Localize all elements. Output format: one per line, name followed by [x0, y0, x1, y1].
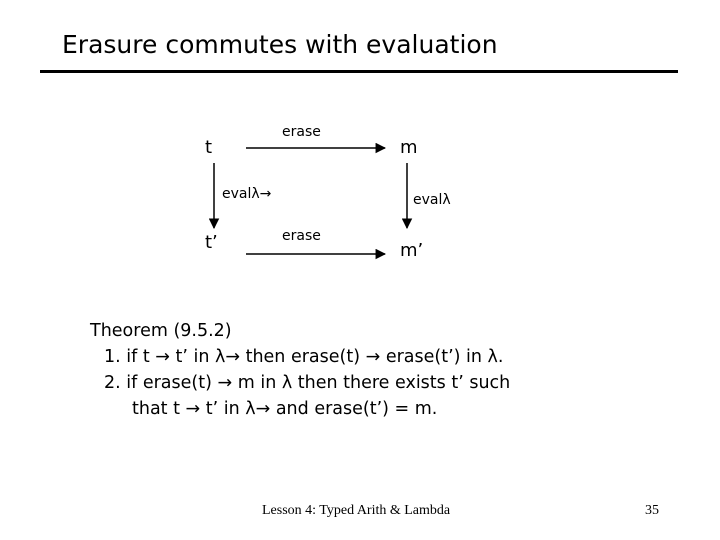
theorem-heading: Theorem (9.5.2) [90, 321, 232, 341]
right-edge-label: evalλ [413, 192, 451, 208]
left-edge-label: evalλ→ [222, 186, 272, 202]
theorem-item-2-continued: that t → t’ in λ→ and erase(t’) = m. [132, 399, 438, 419]
page-number: 35 [645, 503, 659, 518]
node-m: m [400, 137, 418, 158]
node-m-prime: m’ [400, 240, 424, 261]
theorem-block [90, 318, 510, 422]
theorem-item-1: 1. if t → t’ in λ→ then erase(t) → erase(t’) in λ. [104, 347, 504, 367]
top-edge-label: erase [282, 124, 321, 140]
footer-lesson: Lesson 4: Typed Arith & Lambda [262, 503, 451, 518]
theorem-item-2: 2. if erase(t) → m in λ then there exists t’ such [104, 373, 511, 393]
slide-title: Erasure commutes with evaluation [62, 30, 498, 59]
node-t: t [205, 137, 213, 158]
bottom-edge-label: erase [282, 228, 321, 244]
node-t-prime: t’ [205, 232, 218, 253]
